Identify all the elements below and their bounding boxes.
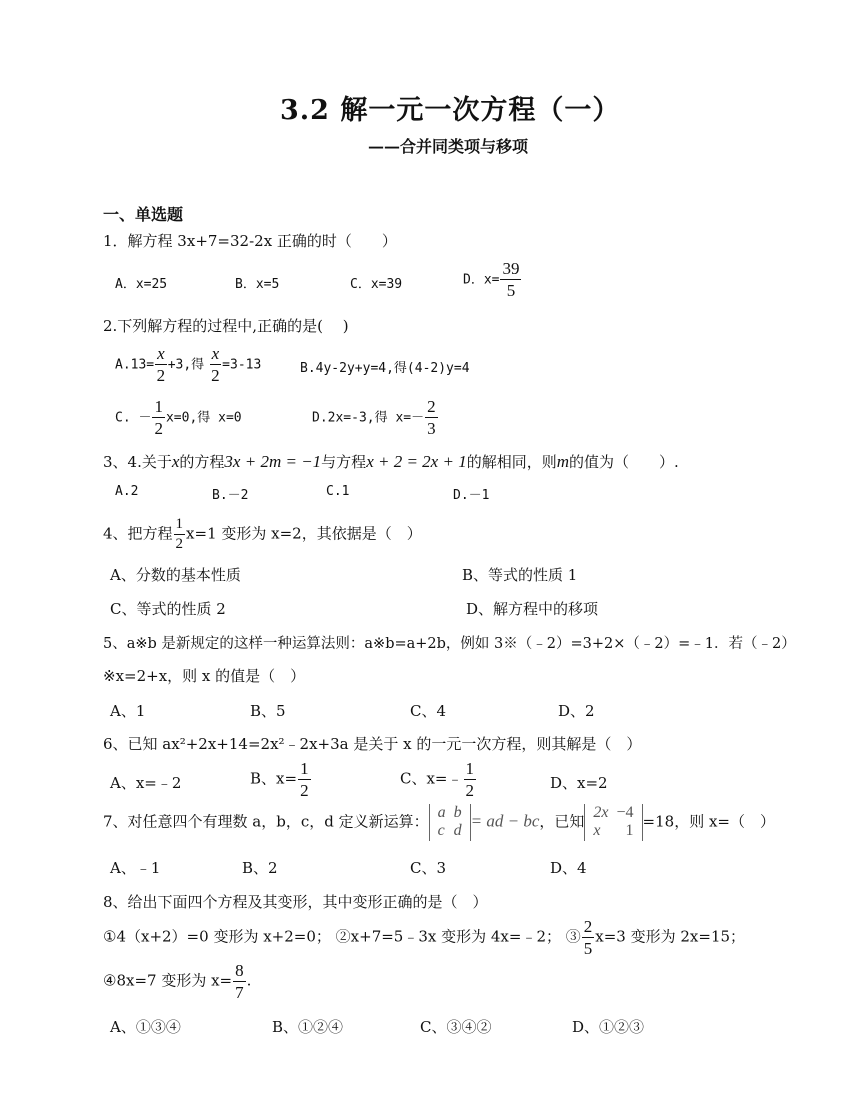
fraction: $\frac{2}{5}$: [583, 917, 593, 958]
question-1-option-c: C．x=39: [350, 277, 403, 292]
question-6-option-a: A、x=﹣2: [110, 774, 182, 792]
fraction: $\frac{1}{2}$: [465, 759, 475, 800]
fraction: $\frac{x}{2}$: [211, 344, 220, 385]
question-6-option-c: C、x=﹣ $\frac{1}{2}$: [400, 759, 475, 800]
determinant-definition: a b c d: [429, 804, 471, 841]
question-6-option-d: D、x=2: [550, 774, 608, 792]
fraction: $\frac{1}{2}$: [175, 516, 184, 552]
question-5-stem-line-1: 5、a※b 是新规定的这样一种运算法则：a※b=a+2b，例如 3※（﹣2）=3+2×（﹣2）=﹣1．若（﹣2）: [103, 636, 796, 652]
question-8-line-1: ①4（x+2）=0 变形为 x+2=0； ②x+7=5﹣3x 变形为 4x=﹣2； ③ $\frac{2}{5}$ x=3 变形为 2x=15；: [103, 917, 746, 958]
determinant-given: 2x −4 x 1: [584, 804, 642, 841]
question-5-option-d: D、2: [558, 702, 595, 720]
question-2-option-a: A.13= $\frac{x}{2}$ +3,得 $\frac{x}{2}$ =3-13: [115, 344, 262, 385]
question-4-option-a: A、分数的基本性质: [110, 566, 241, 584]
question-4-option-b: B、等式的性质 1: [462, 566, 578, 584]
question-7-stem: 7、对任意四个有理数 a，b，c，d 定义新运算： a b c d = ad − bc，已知 2x −4 x 1 =18，则 x=（ ）: [103, 804, 775, 840]
question-6-stem: 6、已知 ax²+2x+14=2x²﹣2x+3a 是关于 x 的一元一次方程，则其解是（ ）: [103, 735, 642, 753]
fraction: $\frac{2}{3}$: [427, 397, 436, 438]
question-4-stem: 4、把方程 $\frac{1}{2}$ x=1 变形为 x=2，其依据是（ ）: [103, 516, 422, 552]
question-3-option-d: D.－1: [453, 488, 490, 503]
question-5-option-c: C、4: [410, 702, 447, 720]
question-5-option-a: A、1: [110, 702, 146, 720]
fraction: $\frac{39}{5}$: [502, 259, 520, 300]
question-7-option-c: C、3: [410, 859, 447, 877]
question-4-option-c: C、等式的性质 2: [110, 600, 226, 618]
question-8-option-c: C、③④②: [420, 1018, 492, 1036]
question-3-option-b: B.－2: [212, 488, 249, 503]
question-8-line-2: ④8x=7 变形为 x= $\frac{8}{7}$ .: [103, 961, 252, 1002]
question-8-stem: 8、给出下面四个方程及其变形，其中变形正确的是（ ）: [103, 893, 488, 911]
question-1-option-d-label: D．x=: [463, 272, 500, 288]
equation: x + 2 = 2x + 1: [366, 452, 467, 471]
question-2-option-b: B.4y-2y+y=4,得(4-2)y=4: [300, 361, 470, 376]
question-6-option-b: B、x= $\frac{1}{2}$: [250, 759, 309, 800]
question-2-option-c: C. － $\frac{1}{2}$ x=0,得 x=0: [115, 397, 242, 438]
fraction: $\frac{1}{2}$: [300, 759, 309, 800]
question-3-stem: 3、4.关于x的方程3x + 2m = −1与方程x + 2 = 2x + 1的解相同，则m的值为（ ）.: [103, 452, 679, 471]
question-1-option-a: A．x=25: [115, 277, 168, 292]
question-8-option-d: D、①②③: [572, 1018, 645, 1036]
question-5-stem-line-2: ※x=2+x，则 x 的值是（ ）: [103, 667, 306, 685]
question-4-option-d: D、解方程中的移项: [466, 600, 599, 618]
question-7-option-a: A、﹣1: [110, 859, 161, 877]
page-title: 3.2 解一元一次方程（一）: [280, 95, 621, 126]
question-7-option-b: B、2: [242, 859, 278, 877]
question-2-stem: 2.下列解方程的过程中,正确的是( ): [103, 317, 349, 335]
question-8-option-b: B、①②④: [272, 1018, 344, 1036]
question-8-option-a: A、①③④: [110, 1018, 181, 1036]
question-1-stem: 1．解方程 3x+7=32-2x 正确的时（ ）: [103, 232, 397, 250]
question-3-option-a: A.2: [115, 484, 139, 499]
fraction: $\frac{1}{2}$: [154, 397, 163, 438]
question-1-option-b: B．x=5: [235, 277, 280, 292]
fraction: $\frac{8}{7}$: [235, 961, 244, 1002]
question-5-option-b: B、5: [250, 702, 286, 720]
question-2-option-d: D.2x=-3,得 x=－ $\frac{2}{3}$: [312, 397, 436, 438]
section-heading: 一、单选题: [103, 205, 184, 224]
question-7-option-d: D、4: [550, 859, 587, 877]
fraction: $\frac{x}{2}$: [156, 344, 166, 385]
question-3-option-c: C.1: [326, 484, 350, 499]
question-1-option-d: [463, 260, 522, 299]
equation: 3x + 2m = −1: [224, 452, 322, 471]
page-subtitle: ——合并同类项与移项: [368, 137, 529, 156]
